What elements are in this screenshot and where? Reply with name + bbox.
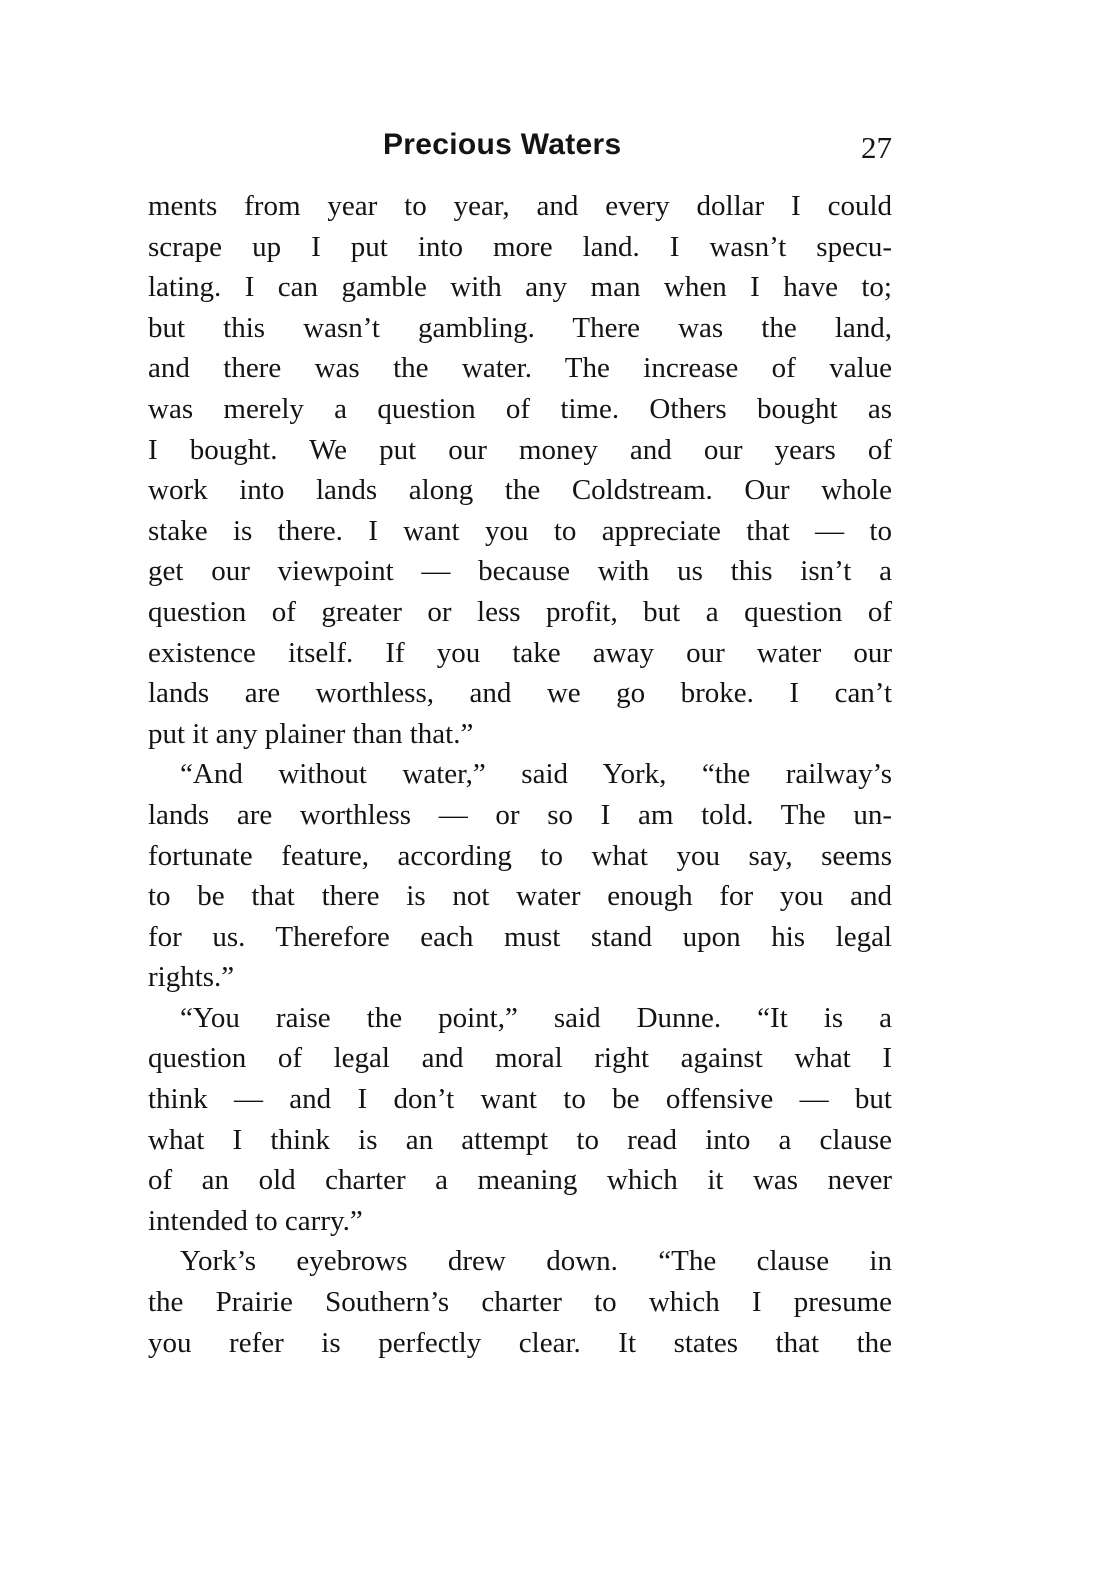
text-line: ments from year to year, and every dollar I could (148, 190, 892, 222)
text-line: stake is there. I want you to appreciate that — to (148, 514, 892, 547)
text-line: the Prairie Southern’s charter to which I presume (148, 1286, 892, 1319)
text-line: get our viewpoint — because with us this isn’t a (148, 555, 892, 588)
text-line: question of greater or less profit, but a question of (148, 595, 892, 628)
text-line: “You raise the point,” said Dunne. “It is a (180, 1001, 892, 1034)
text-line: for us. Therefore each must stand upon his legal (148, 920, 892, 953)
page-header (148, 128, 892, 168)
text-line: lands are worthless — or so I am told. The un- (148, 798, 892, 831)
text-line: put it any plainer than that.” (148, 717, 474, 750)
text-line: and there was the water. The increase of value (148, 352, 892, 385)
text-line: “And without water,” said York, “the railway’s (180, 758, 892, 791)
text-line: was merely a question of time. Others bought as (148, 392, 892, 425)
text-line: fortunate feature, according to what you say, seems (148, 839, 892, 872)
text-line: question of legal and moral right against what I (148, 1042, 892, 1075)
text-line: of an old charter a meaning which it was never (148, 1164, 892, 1197)
running-title: Precious Waters (383, 128, 622, 161)
text-line: York’s eyebrows drew down. “The clause in (180, 1245, 892, 1278)
text-line: lating. I can gamble with any man when I have to; (148, 271, 892, 304)
text-line: think — and I don’t want to be offensive — but (148, 1083, 892, 1116)
text-line: work into lands along the Coldstream. Our whole (148, 474, 892, 507)
text-line: I bought. We put our money and our years of (148, 433, 892, 466)
text-line: intended to carry.” (148, 1204, 363, 1237)
text-line: scrape up I put into more land. I wasn’t specu- (148, 230, 892, 263)
text-line: lands are worthless, and we go broke. I can’t (148, 677, 892, 710)
body-text (148, 186, 892, 1363)
text-line: what I think is an attempt to read into a clause (148, 1123, 892, 1156)
text-line: existence itself. If you take away our water our (148, 636, 892, 669)
text-line: rights.” (148, 961, 235, 994)
page-number: 27 (861, 130, 892, 165)
text-line: to be that there is not water enough for you and (148, 880, 892, 913)
text-line: but this wasn’t gambling. There was the land, (148, 311, 892, 344)
text-line: you refer is perfectly clear. It states that the (148, 1326, 892, 1359)
